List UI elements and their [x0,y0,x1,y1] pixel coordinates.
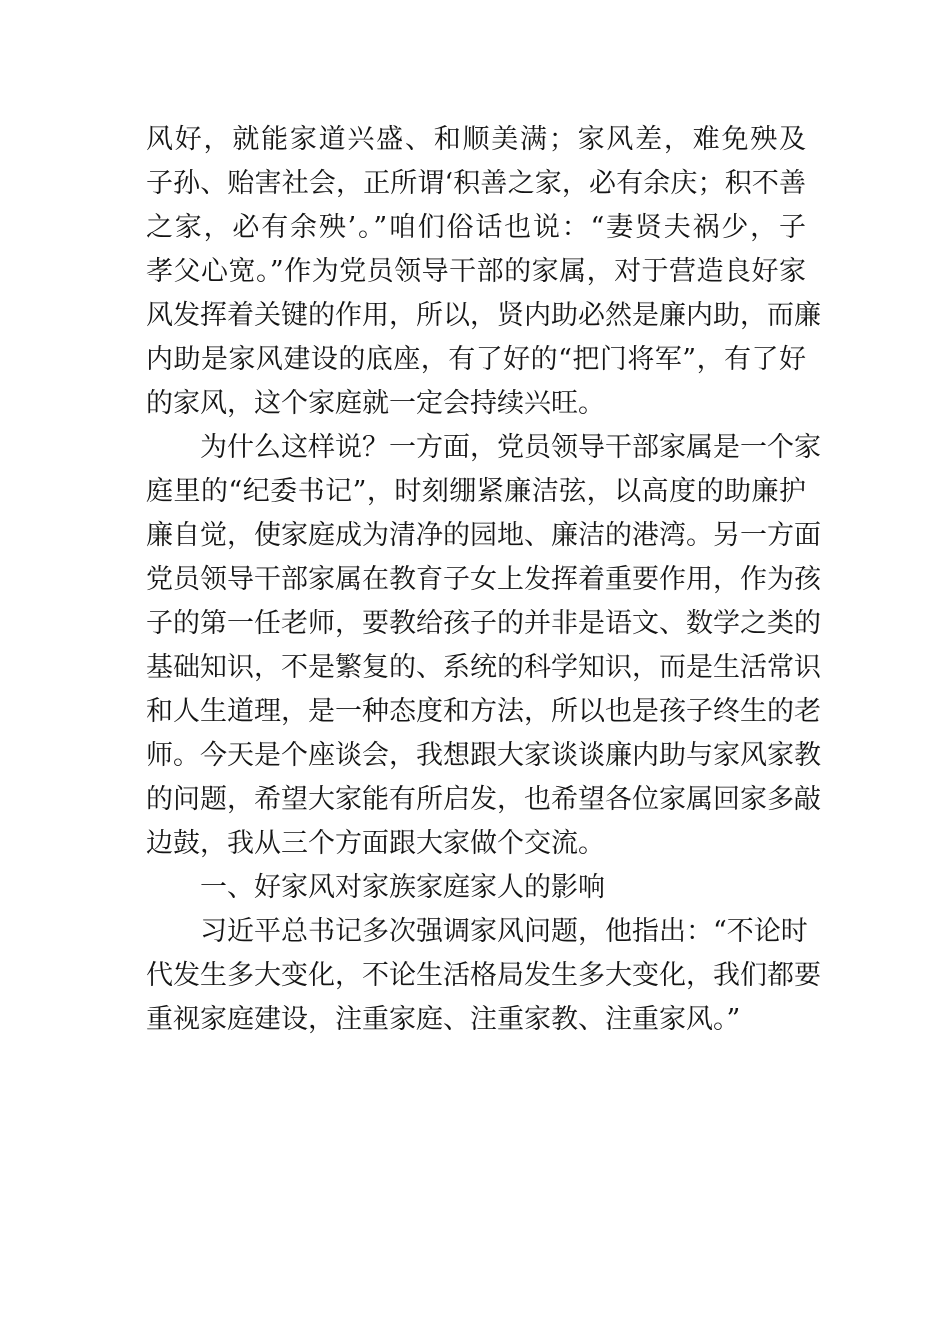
text-line: 子孙、贻害社会，正所谓‘积善之家，必有余庆；积不善 [146,168,806,199]
paragraph [146,910,821,1042]
text-line: 内助是家风建设的底座，有了好的“把门将军”，有了好 [146,344,806,375]
text-line: 之家，必有余殃’。”咱们俗话也说：“妻贤夫祸少，子 [146,212,806,243]
paragraph [146,426,821,866]
heading-text: 一、好家风对家族家庭家人的影响 [200,872,605,903]
text-line: 的问题，希望大家能有所启发，也希望各位家属回家多敲 [146,784,821,815]
text-line: 孝父心宽。”作为党员领导干部的家属，对于营造良好家 [146,256,806,287]
section-heading [146,866,806,910]
text-line: 重视家庭建设，注重家庭、注重家教、注重家风。” [146,1004,741,1035]
text-line: 边鼓，我从三个方面跟大家做个交流。 [146,828,605,859]
text-line: 的家风，这个家庭就一定会持续兴旺。 [146,388,605,419]
text-line: 庭里的“纪委书记”，时刻绷紧廉洁弦，以高度的助廉护 [146,476,806,507]
text-line: 习近平总书记多次强调家风问题，他指出：“不论时 [200,916,808,947]
text-line: 子的第一任老师，要教给孩子的并非是语文、数学之类的 [146,608,821,639]
text-line: 党员领导干部家属在教育子女上发挥着重要作用，作为孩 [146,564,821,595]
text-line: 风发挥着关键的作用，所以，贤内助必然是廉内助，而廉 [146,300,821,331]
text-line: 为什么这样说？一方面，党员领导干部家属是一个家 [200,432,821,463]
paragraph-continuation [146,118,821,426]
document-body [146,118,821,1042]
text-line: 基础知识，不是繁复的、系统的科学知识，而是生活常识 [146,652,821,683]
text-line: 和人生道理，是一种态度和方法，所以也是孩子终生的老 [146,696,821,727]
text-line: 师。今天是个座谈会，我想跟大家谈谈廉内助与家风家教 [146,740,821,771]
text-line: 风好，就能家道兴盛、和顺美满；家风差，难免殃及 [146,124,806,155]
text-line: 廉自觉，使家庭成为清净的园地、廉洁的港湾。另一方面 [146,520,821,551]
text-line: 代发生多大变化，不论生活格局发生多大变化，我们都要 [146,960,821,991]
